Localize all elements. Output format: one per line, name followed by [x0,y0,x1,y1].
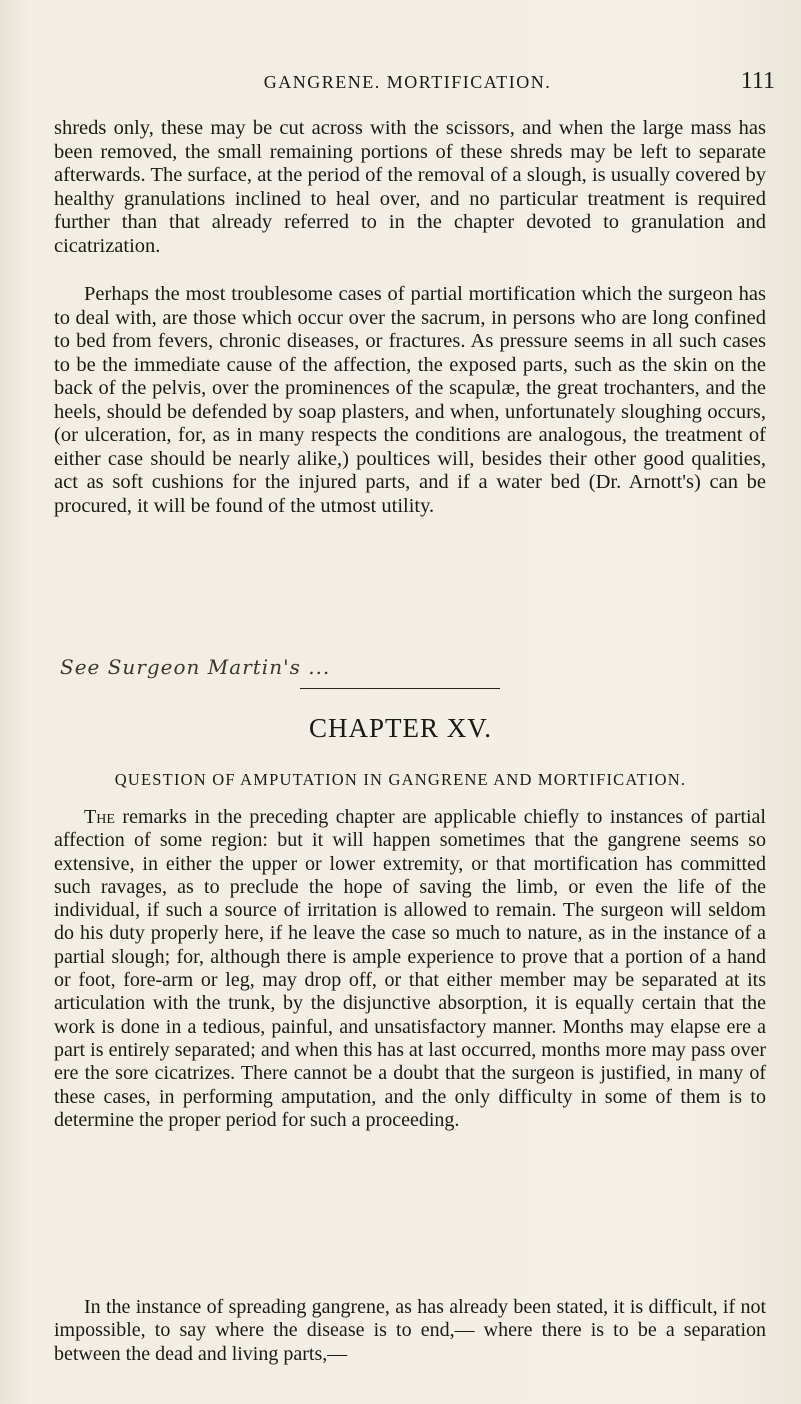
chapter-heading: CHAPTER XV. [308,713,493,743]
handwritten-annotation: See Surgeon Martin's ... [60,655,331,679]
running-title: GANGRENE. MORTIFICATION. [263,72,552,92]
section-divider [300,688,500,689]
running-head [40,68,775,98]
paragraph-4: In the instance of spreading gangrene, as has already been stated, it is difficult, if not impossible, to say where the disease is to end,— where there is to be a separation between the dead and living parts,— [54,1296,766,1365]
paragraph-3-lead-word: The [84,806,115,828]
page-number: 111 [740,68,775,94]
paragraph-3-text: remarks in the preceding chapter are applicable chiefly to instances of partial affection of some region: but it will happen sometimes that the gangrene seems so extensive, in either the upper or lower extremity, or that mortification has committed such ravages, as to preclude the hope of saving the limb, or even the life of the individual, if such a source of irritation is allowed to remain. The surgeon will seldom do his duty properly here, if he leave the case so much to nature, as in the instance of a partial slough; for, although there is ample experience to prove that a portion of a hand or foot, fore-arm or leg, may drop off, or that either member may be separated at its articulation with the trunk, by the disjunctive absorption, it is equally certain that the work is done in a tedious, painful, and unsatisfactory manner. Months may elapse ere a part is entirely separated; and when this has at last occurred, months more may pass over ere the sore cicatrizes. There cannot be a doubt that the surgeon is justified, in many of these cases, in performing amputation, and the only difficulty in some of them is to determine the proper period for such a proceeding. [54,806,766,1131]
paragraph-2: Perhaps the most troublesome cases of partial mortification which the surgeon has to deal with, are those which occur over the sacrum, in persons who are long confined to bed from fevers, chronic diseases, or fractures. As pressure seems in all such cases to be the immediate cause of the affection, the exposed parts, such as the skin on the back of the pelvis, over the prominences of the scapulæ, the great trochanters, and the heels, should be defended by soap plasters, and when, unfortunately sloughing occurs, (or ulceration, for, as in many respects the conditions are analogous, the treatment of either case should be nearly alike,) poultices will, besides their other good qualities, act as soft cushions for the injured parts, and if a water bed (Dr. Arnott's) can be procured, it will be found of the utmost utility. [54,283,766,517]
chapter-subtitle: QUESTION OF AMPUTATION IN GANGRENE AND MORTIFICATION. [114,770,687,789]
paragraph-1: shreds only, these may be cut across with the scissors, and when the large mass has been removed, the small remaining portions of these shreds may be left to separate afterwards. The surface, at the period of the removal of a slough, is usually covered by healthy granulations inclined to heal over, and no particular treatment is required further than that already referred to in the chapter devoted to granulation and cicatrization. [54,117,766,257]
paragraph-3 [54,806,766,1132]
